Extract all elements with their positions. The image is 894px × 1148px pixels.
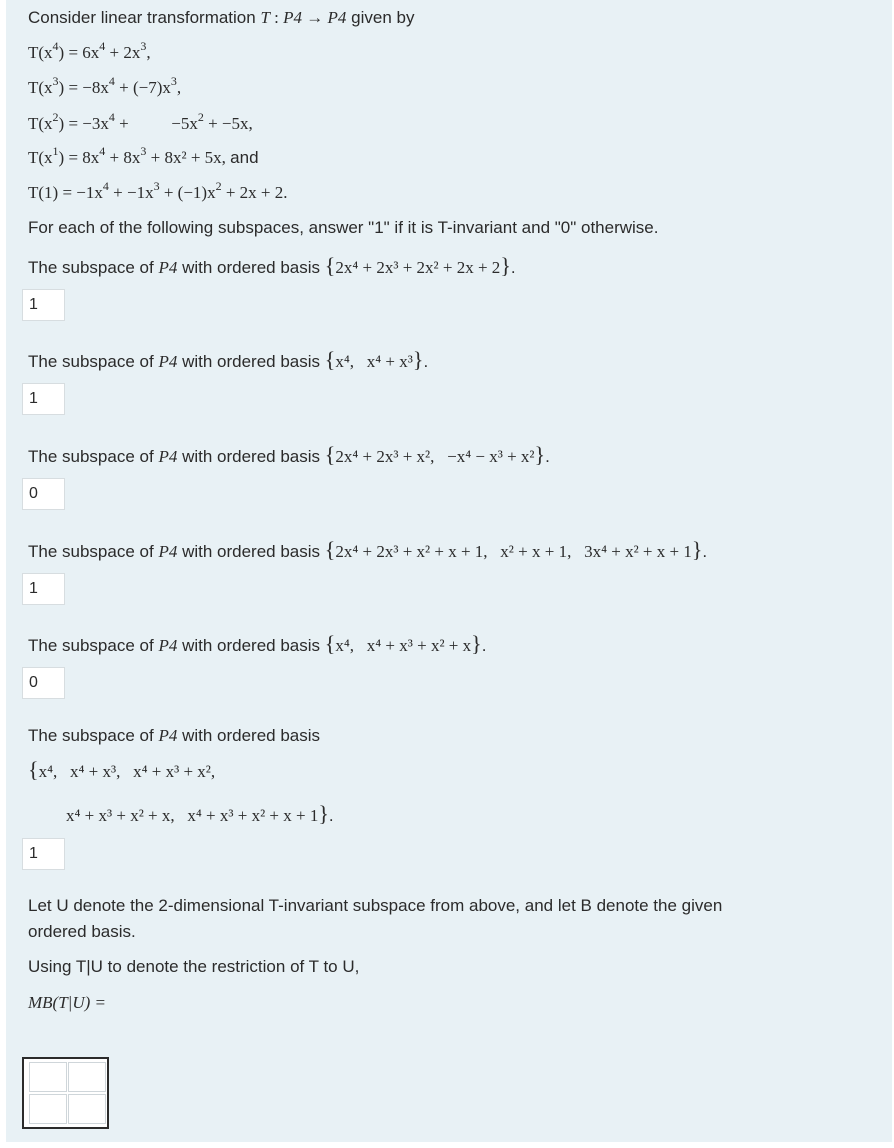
subspace-4-answer-input[interactable]: 1	[22, 573, 65, 605]
subspace-3-label: The subspace of P4 with ordered basis {2x⁴ + 2x³ + x², −x⁴ − x³ + x²}.	[28, 442, 550, 467]
instruction-text: For each of the following subspaces, answer "1" if it is T-invariant and "0" otherwise.	[28, 218, 659, 237]
subspace-1-label: The subspace of P4 with ordered basis {2x⁴ + 2x³ + 2x² + 2x + 2}.	[28, 253, 516, 278]
restriction-text: Using T|U to denote the restriction of T to U,	[28, 957, 360, 976]
conclusion-line-2: ordered basis.	[28, 922, 136, 941]
intro-line: Consider linear transformation T : P4 → P4 given by	[28, 8, 415, 27]
subspace-2-label: The subspace of P4 with ordered basis {x⁴, x⁴ + x³}.	[28, 347, 429, 372]
matrix-cell-2-2[interactable]	[68, 1094, 106, 1124]
subspace-6-label: The subspace of P4 with ordered basis	[28, 726, 321, 745]
matrix-answer-grid	[22, 1057, 109, 1129]
subspace-5-answer-input[interactable]: 0	[22, 667, 65, 699]
subspace-2-answer-input[interactable]: 1	[22, 383, 65, 415]
equation-t-x3: $T(x^3) = -8x^4 + (-7)x^3$,	[28, 74, 182, 97]
subspace-1-answer-input[interactable]: 1	[22, 289, 65, 321]
equation-t-x1: $T(x^1) = 8x^4 + 8x^3 + 8x^2 + 5x$, and	[28, 144, 259, 167]
subspace-6-answer-input[interactable]: 1	[22, 838, 65, 870]
subspace-3-answer-input[interactable]: 0	[22, 478, 65, 510]
conclusion-line-1: Let U denote the 2-dimensional T-invariant subspace from above, and let B denote the given	[28, 896, 723, 915]
subspace-5-label: The subspace of P4 with ordered basis {x⁴, x⁴ + x³ + x² + x}.	[28, 631, 487, 656]
subspace-6-basis-line-1: {x⁴, x⁴ + x³, x⁴ + x³ + x²,	[28, 757, 216, 782]
equation-t-x2: $T(x^2) = -3x^4$ + $-5x^2 + -5x$,	[28, 110, 253, 133]
matrix-cell-1-2[interactable]	[68, 1062, 106, 1092]
equation-t-1: $T(1) = -1x^4 + -1x^3 + (-1)x^2 + 2x + 2$.	[28, 179, 288, 202]
matrix-cell-2-1[interactable]	[29, 1094, 67, 1124]
matrix-label: MB(T|U) =	[28, 993, 106, 1012]
equation-t-x4: $T(x^4) = 6x^4 + 2x^3$,	[28, 39, 151, 62]
subspace-4-label: The subspace of P4 with ordered basis {2x⁴ + 2x³ + x² + x + 1, x² + x + 1, 3x⁴ + x² + x + 1}.	[28, 537, 708, 562]
matrix-cell-1-1[interactable]	[29, 1062, 67, 1092]
subspace-6-basis-line-2: x⁴ + x³ + x² + x, x⁴ + x³ + x² + x + 1}.	[66, 801, 334, 826]
